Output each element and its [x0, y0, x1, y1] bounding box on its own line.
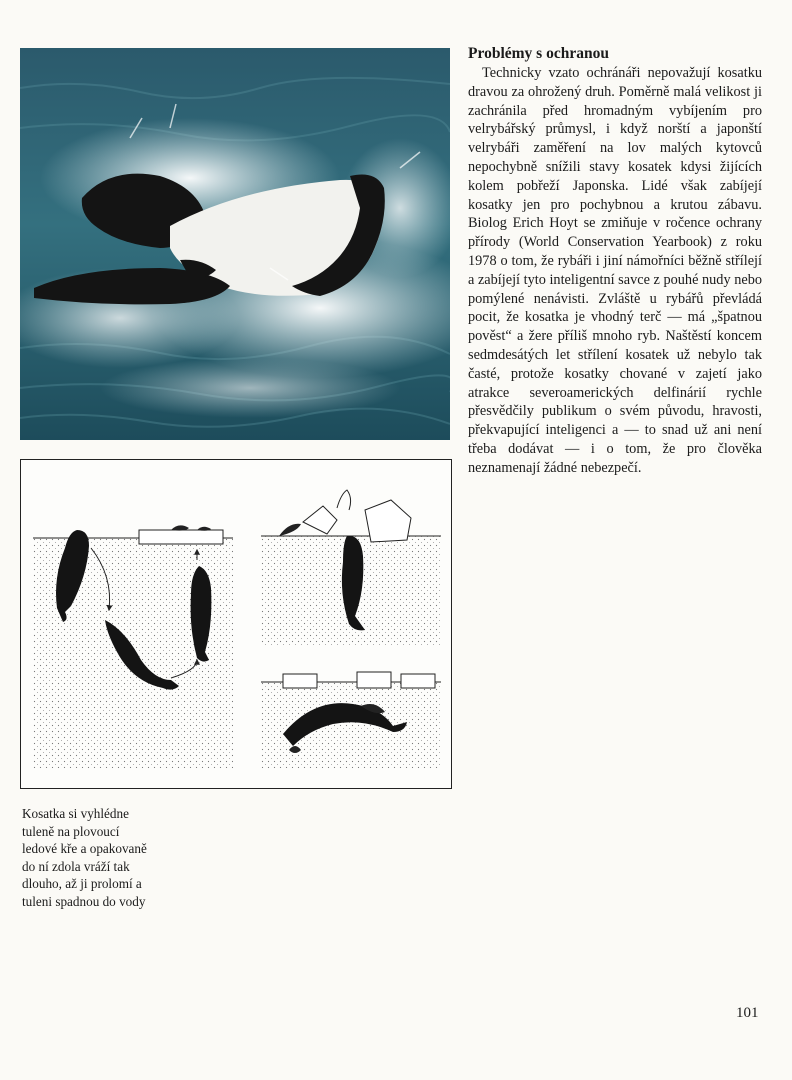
- panel-capture: [261, 672, 441, 768]
- article-body: Technicky vzato ochránáři nepovažují kosatku dravou za ohrožený druh. Poměrně malá velikost ji zachránila před hromadným vybíjením pro velrybářský průmysl, i když norští a japonští velrybáři zaměření na lov malých kytovců nepochybně snížili stavy kosatek kdysi žijících kolem pobřeží Japonska. Lidé však zabíjejí kosatky jen pro pochybnou a krutou zábavu. Biolog Erich Hoyt se zmiňuje v ročence ochrany přírody (World Conservation Yearbook) z roku 1978 o tom, že rybáři i jiní námořníci běžně střílejí a zabíjejí tyto inteligentní savce z pouhé nudy nebo pomýlené nenávisti. Zvláště u rybářů převládá pocit, že kosatka je vhodný terč — má „špatnou pověst“ a žere příliš mnoho ryb. Naštěstí koncem sedmdesátých let střílení kosatek už nebylo tak časté, protože kosatky chované v zajetí jako atrakce severoamerických delfinárií rychle přesvědčily publikum o svém původu, hravosti, překvapující inteligenci a — to snad už ani není třeba dodávat — i o tom, že pro člověka neznamenají žádné nebezpečí.: [468, 65, 762, 476]
- article-heading: Problémy s ochranou: [468, 45, 609, 62]
- panel-approach: [33, 525, 233, 768]
- hunting-diagram: [20, 459, 452, 789]
- page-number: 101: [736, 1005, 759, 1021]
- orca-photo: [20, 48, 450, 440]
- article-column: [468, 44, 762, 478]
- figure-caption: Kosatka si vyhlédne tuleně na plovoucí ledové kře a opakovaně do ní zdola vráží tak dlouho, až ji prolomí a tuleni spadnou do vody: [22, 806, 147, 909]
- panel-breach: [261, 490, 441, 646]
